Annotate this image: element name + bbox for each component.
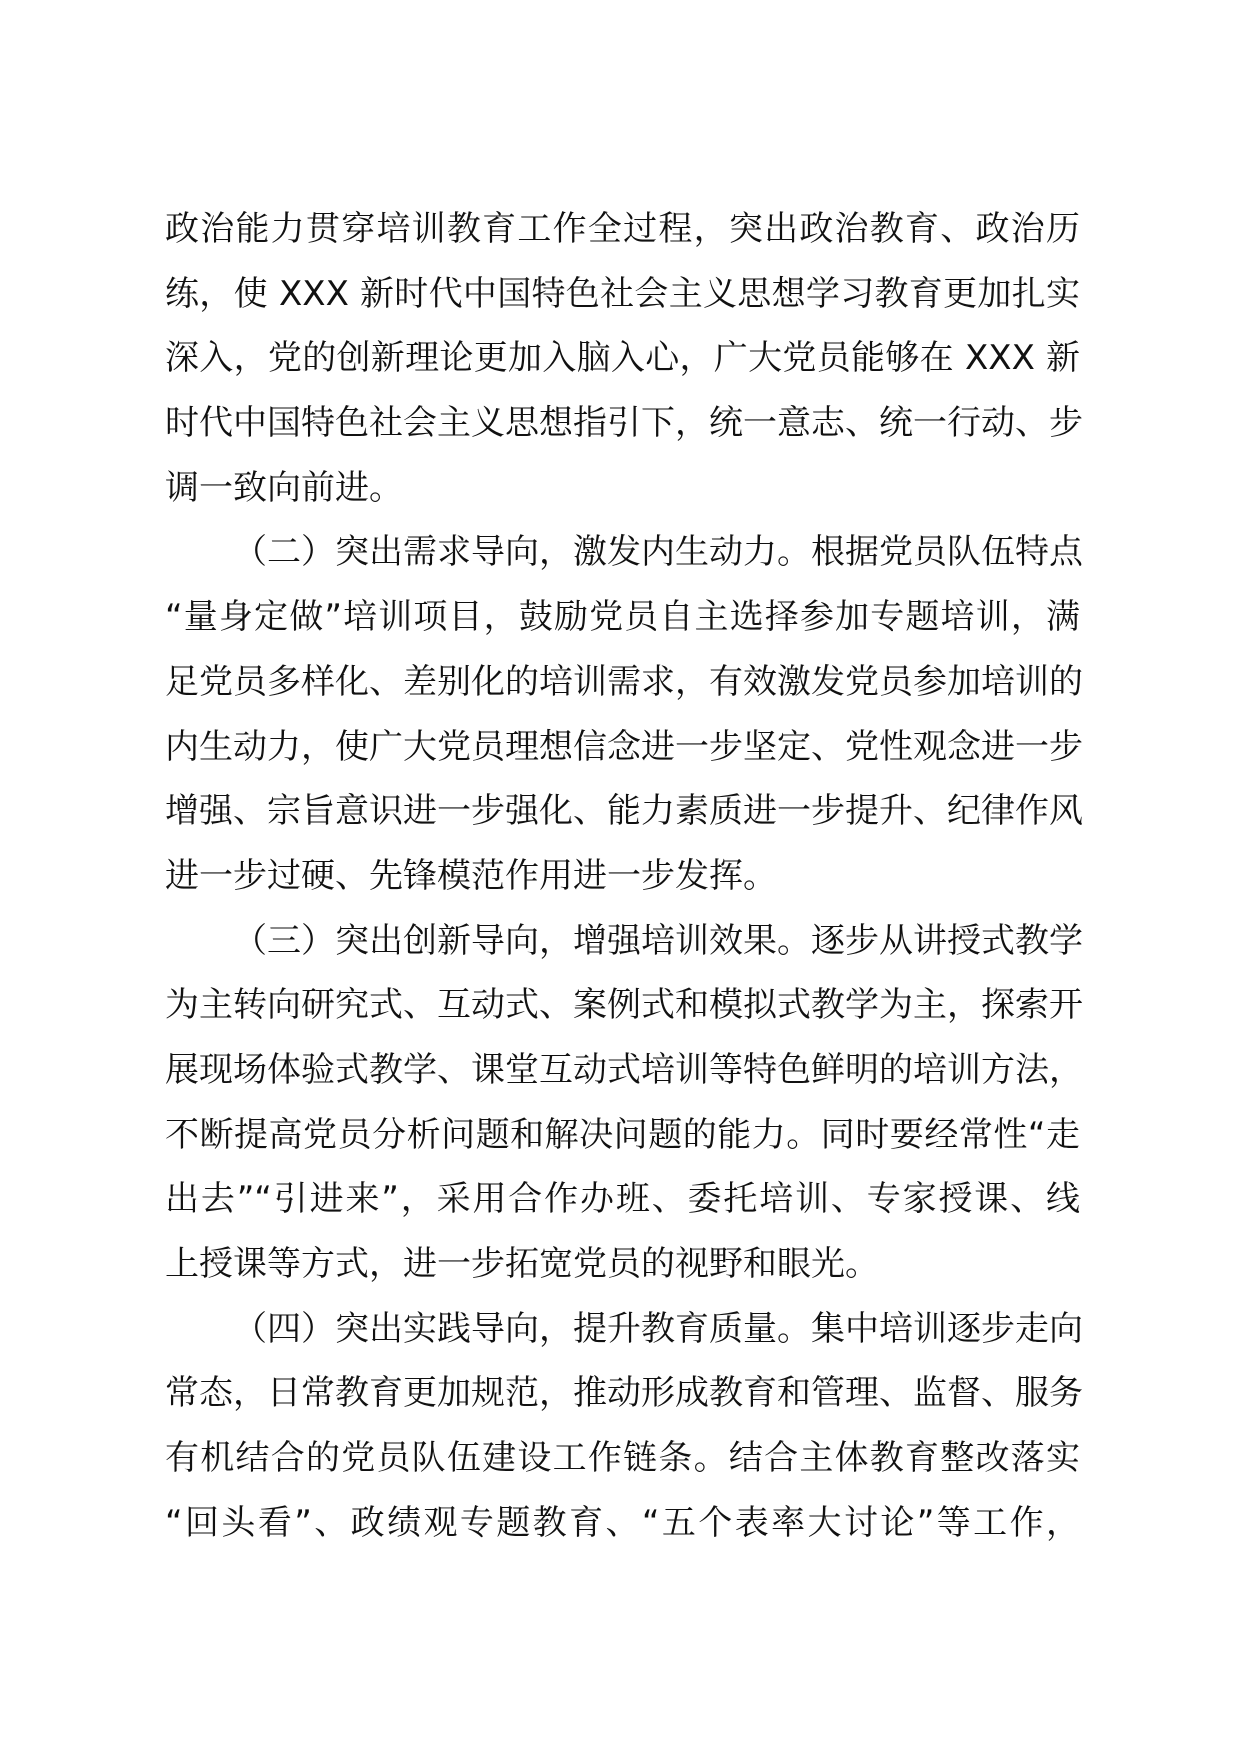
text-line: 不断提高党员分析问题和解决问题的能力。同时要经常性“走 — [165, 1114, 1080, 1155]
section-heading-line: （二）突出需求导向，激发内生动力。根据党员队伍特点 — [233, 532, 1083, 573]
text-line: 深入，党的创新理论更加入脑入心，广大党员能够在 XXX 新 — [165, 338, 1080, 379]
text-line: 政治能力贯穿培训教育工作全过程，突出政治教育、政治历 — [165, 209, 1080, 249]
text-line: “回头看”、政绩观专题教育、“五个表率大讨论”等工作， — [165, 1502, 1080, 1543]
text-line: 出去”“引进来”，采用合作办班、委托培训、专家授课、线 — [165, 1179, 1080, 1220]
text-line: 内生动力，使广大党员理想信念进一步坚定、党性观念进一步 — [165, 726, 1083, 767]
text-line: 为主转向研究式、互动式、案例式和模拟式教学为主，探索开 — [165, 985, 1083, 1026]
section-heading-line: （四）突出实践导向，提升教育质量。集中培训逐步走向 — [233, 1308, 1083, 1349]
text-line: 展现场体验式教学、课堂互动式培训等特色鲜明的培训方法， — [165, 1049, 1083, 1090]
text-line: 增强、宗旨意识进一步强化、能力素质进一步提升、纪律作风 — [165, 791, 1083, 832]
text-line: 上授课等方式，进一步拓宽党员的视野和眼光。 — [165, 1244, 879, 1284]
text-line: 时代中国特色社会主义思想指引下，统一意志、统一行动、步 — [165, 403, 1083, 444]
text-line: 有机结合的党员队伍建设工作链条。结合主体教育整改落实 — [165, 1438, 1080, 1479]
body-text — [165, 197, 1083, 1555]
text-line: 常态，日常教育更加规范，推动形成教育和管理、监督、服务 — [165, 1373, 1083, 1414]
text-line: 足党员多样化、差别化的培训需求，有效激发党员参加培训的 — [165, 661, 1083, 702]
text-line: 进一步过硬、先锋模范作用进一步发挥。 — [165, 855, 777, 896]
text-line: 练，使 XXX 新时代中国特色社会主义思想学习教育更加扎实 — [165, 273, 1080, 314]
text-line: “量身定做”培训项目，鼓励党员自主选择参加专题培训，满 — [165, 597, 1080, 638]
text-line: 调一致向前进。 — [165, 467, 403, 508]
section-heading-line: （三）突出创新导向，增强培训效果。逐步从讲授式教学 — [233, 920, 1083, 961]
